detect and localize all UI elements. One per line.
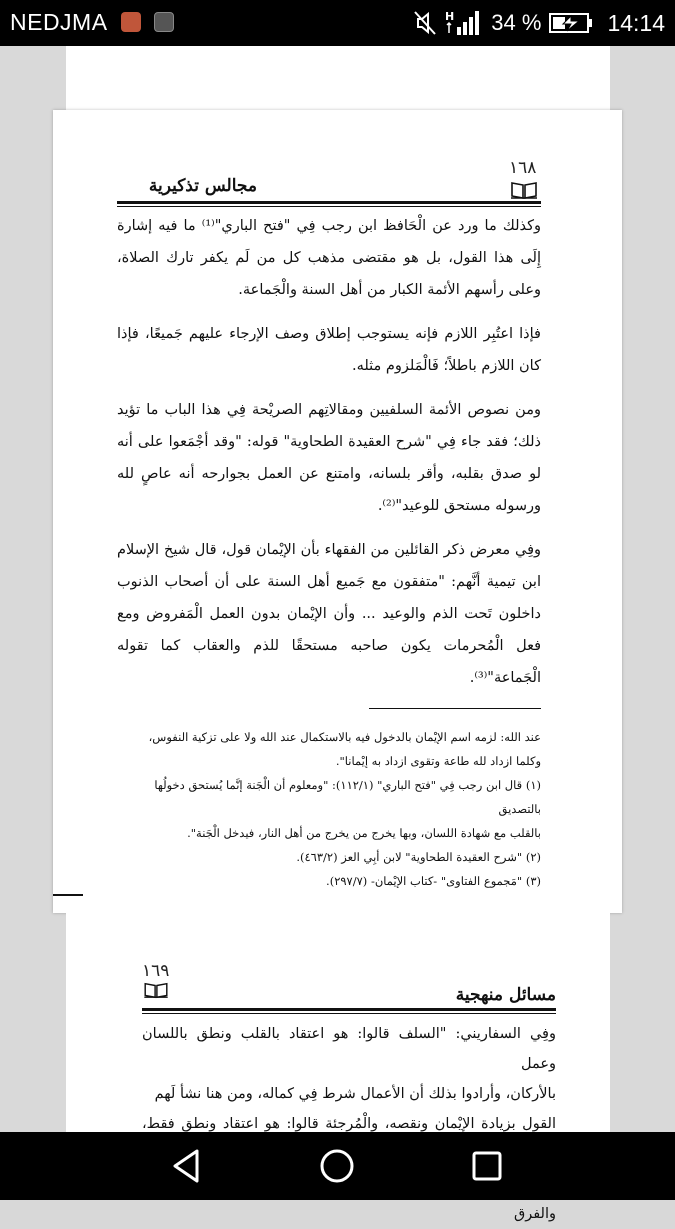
paragraph: ومن نصوص الأئمة السلفيين ومقالاتِهم الصريْحة فِي هذا الباب ما تؤيد ذلك؛ فقد جاء فِي "شرح العقيدة الطحاوية" قوله: "وقد أجْمَعوا على أنه لو صدق بقلبه، وأقر بلسانه، وامتنع عن العمل بجوارحه أنه عاصٍ لله ورسوله مستحق للوعيد"⁽²⁾. bbox=[117, 402, 541, 514]
page-number: ١٦٩ bbox=[142, 961, 170, 981]
footnote-line: (١) قال ابن رجب فِي "فتح الباري" (١١٢/١): "ومعلوم أن الْجَنة إنَّما يُستحق دخولُها بالتصديق bbox=[154, 778, 541, 816]
battery-percent: 34 % bbox=[491, 10, 542, 35]
footnote-line: بالقلب مع شهادة اللسان، وبها يخرج من يخرج من أهل النار، فيدخل الْجَنة". bbox=[187, 826, 541, 840]
paragraph: فإذا اعتُبِر اللازم فإنه يستوجب إطلاق وصف الإرجاء عليهم جَميعًا، فإذا كان اللازم باطلاً؛ فَالْمَلزوم مثله. bbox=[117, 326, 541, 374]
footnote-line: (٢) "شرح العقيدة الطحاوية" لابن أبِي العز (٤٦٣/٢). bbox=[296, 850, 541, 864]
carrier-name: NEDJMA bbox=[10, 9, 108, 35]
clock: 14:14 bbox=[607, 9, 665, 36]
paragraph: وكذلك ما ورد عن الْحَافظ ابن رجب فِي "فتح الباري"⁽¹⁾ ما فيه إشارة إِلَى هذا القول، بل هو مقتضى مذهب كل من لَم يكفر تارك الصلاة، وعلى رأسهم الأئمة الكبار من أهل السنة والْجَماعة. bbox=[117, 218, 541, 298]
page-169 bbox=[66, 913, 610, 1222]
svg-text:H: H bbox=[445, 10, 455, 23]
previous-page bbox=[66, 46, 610, 110]
header-rule-thin bbox=[142, 1013, 556, 1014]
running-title: مجالس تذكيرية bbox=[148, 176, 257, 196]
gallery-notification-icon bbox=[154, 12, 174, 32]
body-text bbox=[117, 210, 541, 706]
recents-icon[interactable] bbox=[467, 1146, 507, 1186]
footnote-line: وكلما ازداد لله طاعة وتقوى ازداد به إيْمانا". bbox=[335, 754, 541, 768]
text-line: بالأركان، وأرادوا بذلك أن الأعمال شرط فِي كماله، ومن هنا نشأ لَهم bbox=[154, 1086, 556, 1102]
running-title: مسائل منهجية bbox=[455, 985, 556, 1005]
navigation-bar bbox=[0, 1132, 675, 1200]
document-viewer[interactable] bbox=[0, 46, 675, 1222]
paragraph: وفِي معرض ذكر القائلين من الفقهاء بأن الإيْمان قول، قال شيخ الإسلام ابن تيمية أنَّهم: "متفقون مع جَميع أهل السنة على أن أصحاب الذنوب داخلون تَحت الذم والوعيد ... وأن الإيْمان بدون العمل الْمَفروض ومع فعل الْمُحرمات يكون صاحبه مستحقًا للذم والعقاب كما تقوله الْجَماعة"⁽³⁾. bbox=[117, 542, 541, 686]
book-icon bbox=[143, 981, 169, 999]
header-rule bbox=[142, 1008, 556, 1011]
signal-icon bbox=[445, 9, 483, 37]
page-number: ١٦٨ bbox=[509, 158, 537, 178]
back-icon[interactable] bbox=[167, 1146, 207, 1186]
page-168 bbox=[53, 110, 622, 913]
footnote-separator bbox=[369, 708, 541, 709]
footnotes bbox=[117, 725, 541, 893]
status-indicators bbox=[413, 7, 665, 39]
text-line: والفرق bbox=[513, 1206, 556, 1222]
battery-charging-icon bbox=[549, 12, 593, 34]
edge-mark bbox=[53, 894, 83, 896]
home-icon[interactable] bbox=[317, 1146, 357, 1186]
text-line: وفِي السفاريني: "السلف قالوا: هو اعتقاد بالقلب ونطق باللسان وعمل bbox=[142, 1026, 556, 1072]
app-notification-icon bbox=[121, 12, 141, 32]
mute-icon bbox=[413, 10, 437, 36]
text-line: القول بزيادة الإيْمان ونقصه، والْمُرجئة قالوا: هو اعتقاد ونطق فقط، bbox=[142, 1116, 556, 1132]
header-rule bbox=[117, 201, 541, 204]
footnote-line: عند الله: لزمه اسم الإيْمان بالدخول فيه بالاستكمال عند الله ولا على تزكية النفوس، bbox=[148, 730, 541, 744]
status-bar bbox=[0, 0, 675, 46]
footnote-line: (٣) "مَجموع الفتاوى" -كتاب الإيْمان- (٢٩٧/٧). bbox=[326, 874, 541, 888]
header-rule-thin bbox=[117, 206, 541, 207]
book-icon bbox=[510, 180, 538, 200]
